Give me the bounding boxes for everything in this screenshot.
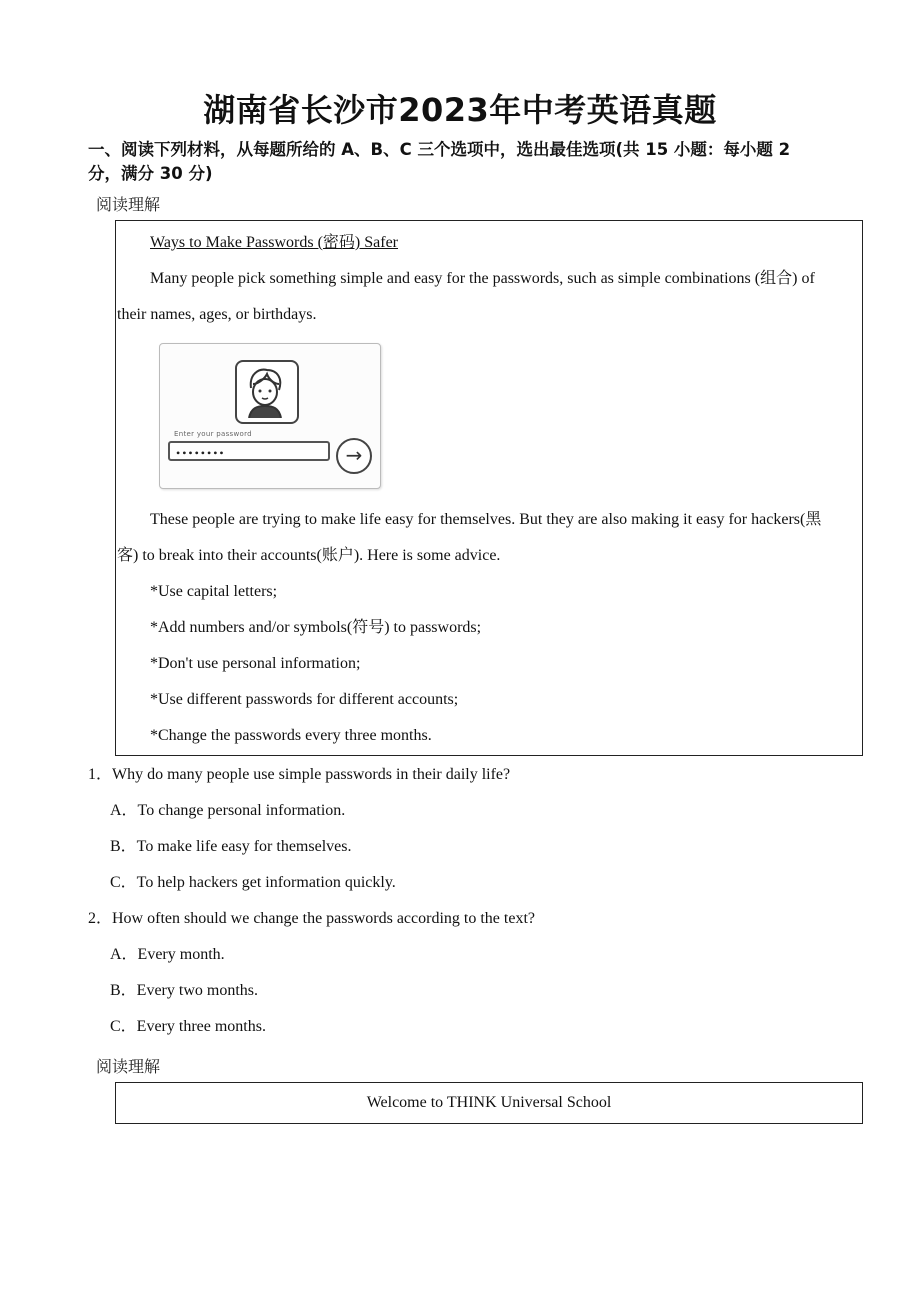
passage-2-title: Welcome to THINK Universal School bbox=[366, 1094, 612, 1111]
password-field: •••••••• bbox=[168, 441, 330, 461]
passage-paragraph-1-line-2: their names, ages, or birthdays. bbox=[117, 306, 317, 323]
advice-item: *Use capital letters; bbox=[150, 583, 278, 600]
question-1-option-c: C．To help hackers get information quickly. bbox=[110, 874, 396, 891]
advice-item: *Add numbers and/or symbols(符号) to passwords; bbox=[150, 619, 482, 636]
advice-item: *Change the passwords every three months. bbox=[150, 727, 432, 744]
passage-box-2 bbox=[115, 1082, 863, 1124]
passage-title: Ways to Make Passwords (密码) Safer bbox=[150, 234, 399, 251]
question-2-stem: 2．How often should we change the passwords according to the text? bbox=[88, 910, 535, 927]
section-heading-line1: 一、阅读下列材料，从每题所给的 A、B、C 三个选项中，选出最佳选项(共 15 小题：每小题 2 bbox=[88, 140, 791, 159]
arrow-right-icon: → bbox=[336, 438, 372, 474]
passage-paragraph-1-line-1: Many people pick something simple and easy for the passwords, such as simple combinations (组合) of bbox=[150, 270, 815, 287]
section-heading bbox=[88, 138, 873, 186]
passage-paragraph-2-line-1: These people are trying to make life easy for themselves. But they are also making it easy for hackers(黑 bbox=[150, 511, 822, 528]
password-field-label: Enter your password bbox=[174, 430, 252, 438]
reading-label-2: 阅读理解 bbox=[96, 1057, 161, 1076]
question-1-stem: 1．Why do many people use simple passwords in their daily life? bbox=[88, 766, 511, 783]
question-1-option-b: B．To make life easy for themselves. bbox=[110, 838, 352, 855]
question-2-option-b: B．Every two months. bbox=[110, 982, 258, 999]
advice-item: *Don't use personal information; bbox=[150, 655, 361, 672]
password-illustration bbox=[159, 343, 381, 489]
question-2-option-a: A．Every month. bbox=[110, 946, 225, 963]
user-avatar-icon bbox=[235, 360, 299, 424]
section-heading-line2: 分，满分 30 分) bbox=[88, 164, 213, 183]
page-title: 湖南省长沙市2023年中考英语真题 bbox=[203, 91, 717, 129]
question-2-option-c: C．Every three months. bbox=[110, 1018, 266, 1035]
question-1-option-a: A．To change personal information. bbox=[110, 802, 346, 819]
advice-item: *Use different passwords for different accounts; bbox=[150, 691, 459, 708]
passage-box bbox=[115, 220, 863, 756]
reading-label-1: 阅读理解 bbox=[96, 195, 161, 214]
passage-paragraph-2-line-2: 客) to break into their accounts(账户). Here is some advice. bbox=[117, 547, 501, 564]
